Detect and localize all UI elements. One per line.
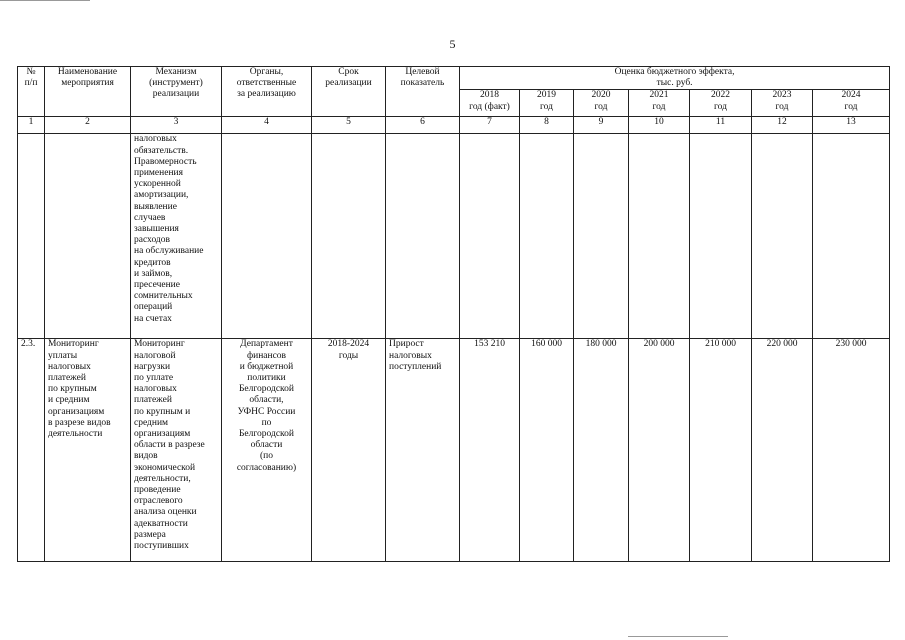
column-number: 2	[45, 117, 131, 134]
cell-value	[752, 134, 813, 339]
cell-mechanism: налоговых обязательств. Правомерность применения ускоренной амортизации, выявление случаев завышения расходов на обслуживание кредитов и займов, пресечение сомнительных операций на счетах	[131, 134, 222, 339]
cell-term: 2018-2024 годы	[312, 339, 386, 562]
cell-value	[574, 134, 629, 339]
header-year: 2024 год	[813, 90, 890, 117]
column-number: 11	[690, 117, 752, 134]
cell-name: Мониторинг уплаты налоговых платежей по крупным и средним организациям в разрезе видов деятельности	[45, 339, 131, 562]
header-bodies: Органы, ответственные за реализацию	[222, 67, 312, 117]
header-year: 2023 год	[752, 90, 813, 117]
cell-value	[520, 134, 574, 339]
cell-value	[813, 134, 890, 339]
cell-value: 180 000	[574, 339, 629, 562]
header-year: 2018 год (факт)	[460, 90, 520, 117]
column-number: 12	[752, 117, 813, 134]
cell-value: 230 000	[813, 339, 890, 562]
table-row	[18, 134, 890, 339]
column-number: 4	[222, 117, 312, 134]
header-term: Срок реализации	[312, 67, 386, 117]
cell-bodies	[222, 134, 312, 339]
header-budget: Оценка бюджетного эффекта, тыс. руб.	[460, 67, 890, 90]
cell-value: 160 000	[520, 339, 574, 562]
cell-value: 153 210	[460, 339, 520, 562]
header-year: 2021 год	[629, 90, 690, 117]
column-number: 13	[813, 117, 890, 134]
column-number: 7	[460, 117, 520, 134]
header-num: № п/п	[18, 67, 45, 117]
cell-target	[386, 134, 460, 339]
cell-value: 200 000	[629, 339, 690, 562]
column-number: 8	[520, 117, 574, 134]
header-target: Целевой показатель	[386, 67, 460, 117]
cell-value: 220 000	[752, 339, 813, 562]
table-header-row	[18, 67, 890, 90]
cell-num	[18, 134, 45, 339]
cell-value	[460, 134, 520, 339]
column-number: 10	[629, 117, 690, 134]
header-year: 2022 год	[690, 90, 752, 117]
cell-target: Прирост налоговых поступлений	[386, 339, 460, 562]
column-number-row	[18, 117, 890, 134]
page-number: 5	[449, 37, 456, 51]
budget-measures-table	[17, 66, 890, 562]
cell-value: 210 000	[690, 339, 752, 562]
table-row	[18, 339, 890, 562]
header-year: 2020 год	[574, 90, 629, 117]
column-number: 6	[386, 117, 460, 134]
column-number: 3	[131, 117, 222, 134]
cell-num: 2.3.	[18, 339, 45, 562]
cell-bodies: Департамент финансов и бюджетной политики Белгородской области, УФНС России по Белгородской области (по согласованию)	[222, 339, 312, 562]
column-number: 1	[18, 117, 45, 134]
cell-mechanism: Мониторинг налоговой нагрузки по уплате налоговых платежей по крупным и средним организациям области в разрезе видов экономической деятельности, проведение отраслевого анализа оценки адекватности размера поступивших	[131, 339, 222, 562]
scan-artifact	[0, 0, 90, 1]
cell-value	[629, 134, 690, 339]
header-year: 2019 год	[520, 90, 574, 117]
header-name: Наименование мероприятия	[45, 67, 131, 117]
cell-name	[45, 134, 131, 339]
cell-value	[690, 134, 752, 339]
header-mechanism: Механизм (инструмент) реализации	[131, 67, 222, 117]
scan-artifact	[628, 636, 728, 637]
cell-term	[312, 134, 386, 339]
column-number: 9	[574, 117, 629, 134]
column-number: 5	[312, 117, 386, 134]
